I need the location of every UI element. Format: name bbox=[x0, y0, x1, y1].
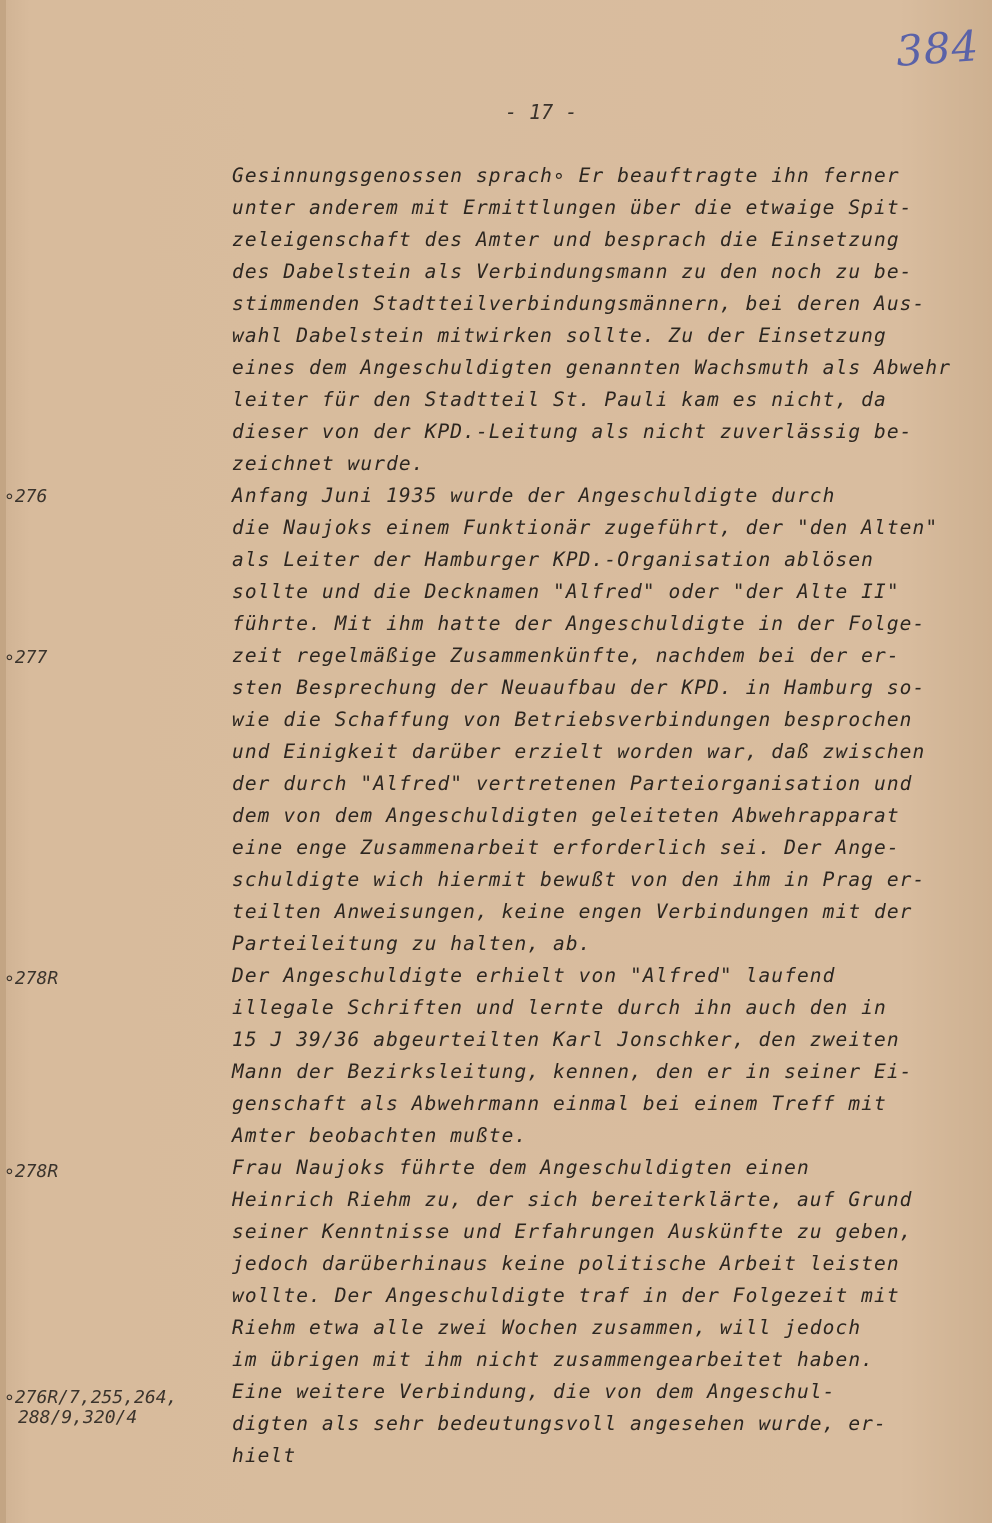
text-line: Riehm etwa alle zwei Wochen zusammen, will jedoch bbox=[232, 1316, 862, 1339]
page-edge-shadow bbox=[0, 0, 6, 1523]
text-line: Gesinnungsgenossen sprach∘ Er beauftragte ihn ferner bbox=[232, 164, 900, 187]
text-line: sollte und die Decknamen "Alfred" oder "der Alte II" bbox=[232, 580, 900, 603]
text-line: wollte. Der Angeschuldigte traf in der Folgezeit mit bbox=[232, 1284, 900, 1307]
folio-number: 384 bbox=[894, 21, 981, 76]
text-line: Parteileitung zu halten, ab. bbox=[232, 932, 592, 955]
margin-reference: ∘278R bbox=[4, 1161, 59, 1182]
margin-reference: ∘276R/7,255,264, bbox=[4, 1387, 178, 1408]
text-line: und Einigkeit darüber erzielt worden war, daß zwischen bbox=[232, 740, 926, 763]
text-line: eines dem Angeschuldigten genannten Wachsmuth als Abwehr bbox=[232, 356, 952, 379]
text-line: im übrigen mit ihm nicht zusammengearbeitet haben. bbox=[232, 1348, 874, 1371]
text-line: hielt bbox=[232, 1444, 297, 1467]
text-line: stimmenden Stadtteilverbindungsmännern, bei deren Aus- bbox=[232, 292, 926, 315]
text-line: der durch "Alfred" vertretenen Parteiorganisation und bbox=[232, 772, 913, 795]
text-line: teilten Anweisungen, keine engen Verbindungen mit der bbox=[232, 900, 913, 923]
margin-reference: ∘276 bbox=[4, 486, 48, 507]
text-line: jedoch darüberhinaus keine politische Arbeit leisten bbox=[232, 1252, 900, 1275]
text-line: eine enge Zusammenarbeit erforderlich sei. Der Ange- bbox=[232, 836, 900, 859]
text-line: schuldigte wich hiermit bewußt von den ihm in Prag er- bbox=[232, 868, 926, 891]
text-line: unter anderem mit Ermittlungen über die etwaige Spit- bbox=[232, 196, 913, 219]
text-line: illegale Schriften und lernte durch ihn auch den in bbox=[232, 996, 887, 1019]
text-line: genschaft als Abwehrmann einmal bei einem Treff mit bbox=[232, 1092, 887, 1115]
text-line: Frau Naujoks führte dem Angeschuldigten einen bbox=[232, 1156, 810, 1179]
text-line: dem von dem Angeschuldigten geleiteten Abwehrapparat bbox=[232, 804, 900, 827]
text-line: seiner Kenntnisse und Erfahrungen Auskünfte zu geben, bbox=[232, 1220, 913, 1243]
margin-reference: 288/9,320/4 bbox=[18, 1407, 138, 1428]
text-line: als Leiter der Hamburger KPD.-Organisation ablösen bbox=[232, 548, 874, 571]
text-line: Mann der Bezirksleitung, kennen, den er in seiner Ei- bbox=[232, 1060, 913, 1083]
text-line: Heinrich Riehm zu, der sich bereiterklärte, auf Grund bbox=[232, 1188, 913, 1211]
text-line: Anfang Juni 1935 wurde der Angeschuldigte durch bbox=[232, 484, 836, 507]
text-line: dieser von der KPD.-Leitung als nicht zuverlässig be- bbox=[232, 420, 913, 443]
text-line: Eine weitere Verbindung, die von dem Angeschul- bbox=[232, 1380, 836, 1403]
text-line: digten als sehr bedeutungsvoll angesehen wurde, er- bbox=[232, 1412, 887, 1435]
text-line: wie die Schaffung von Betriebsverbindungen besprochen bbox=[232, 708, 913, 731]
text-line: zeit regelmäßige Zusammenkünfte, nachdem bei der er- bbox=[232, 644, 900, 667]
text-line: die Naujoks einem Funktionär zugeführt, der "den Alten" bbox=[232, 516, 939, 539]
margin-reference: ∘277 bbox=[4, 647, 48, 668]
text-line: des Dabelstein als Verbindungsmann zu den noch zu be- bbox=[232, 260, 913, 283]
text-line: sten Besprechung der Neuaufbau der KPD. in Hamburg so- bbox=[232, 676, 926, 699]
text-line: führte. Mit ihm hatte der Angeschuldigte in der Folge- bbox=[232, 612, 926, 635]
text-line: wahl Dabelstein mitwirken sollte. Zu der Einsetzung bbox=[232, 324, 887, 347]
text-line: Der Angeschuldigte erhielt von "Alfred" laufend bbox=[232, 964, 836, 987]
text-line: leiter für den Stadtteil St. Pauli kam es nicht, da bbox=[232, 388, 887, 411]
text-line: 15 J 39/36 abgeurteilten Karl Jonschker, den zweiten bbox=[232, 1028, 900, 1051]
margin-reference: ∘278R bbox=[4, 968, 59, 989]
page-number: - 17 - bbox=[505, 100, 578, 124]
text-line: Amter beobachten mußte. bbox=[232, 1124, 528, 1147]
text-line: zeichnet wurde. bbox=[232, 452, 425, 475]
text-line: zeleigenschaft des Amter und besprach die Einsetzung bbox=[232, 228, 900, 251]
